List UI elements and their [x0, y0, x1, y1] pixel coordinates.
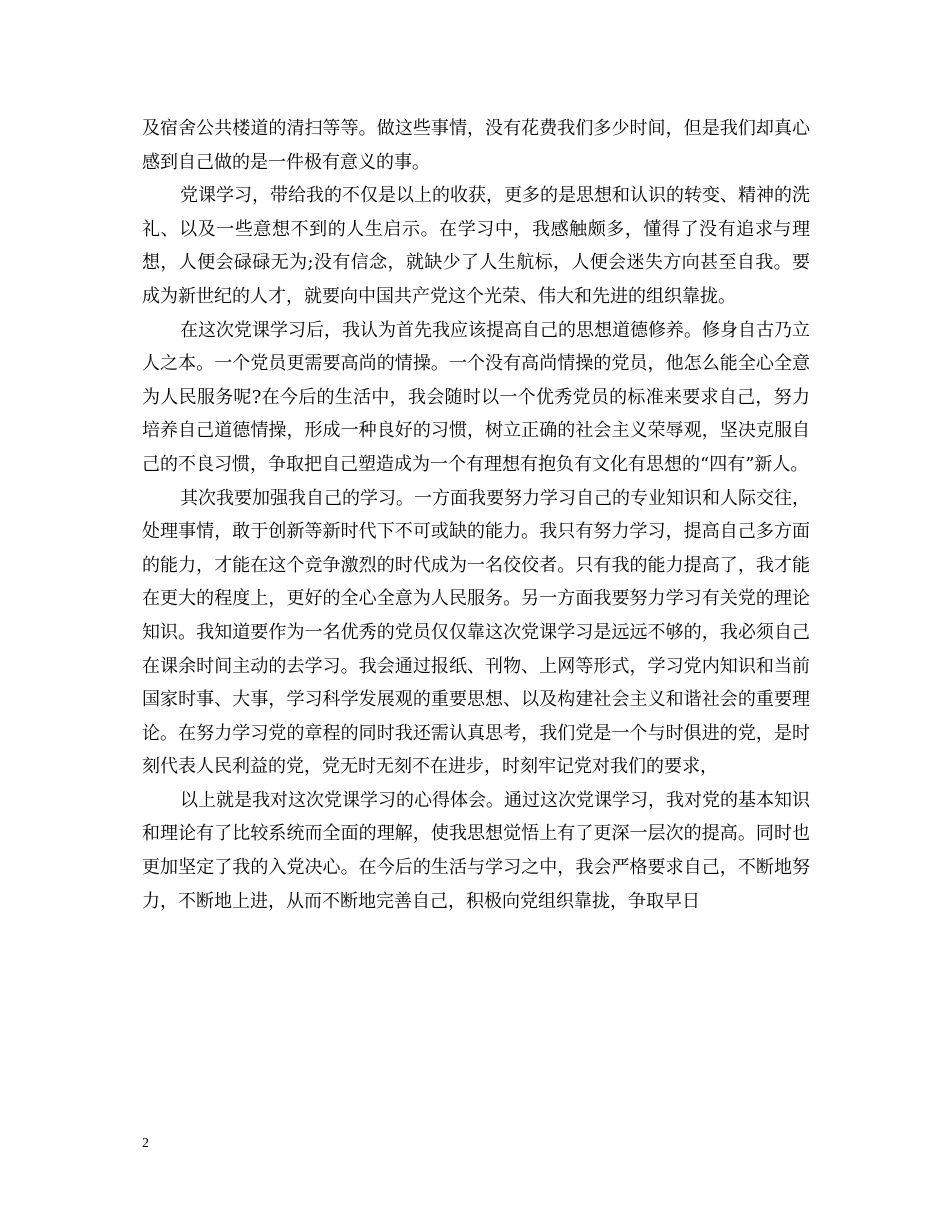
document-body	[142, 112, 810, 918]
paragraph-5: 以上就是我对这次党课学习的心得体会。通过这次党课学习，我对党的基本知识和理论有了比较系统而全面的理解，使我思想觉悟上有了更深一层次的提高。同时也更加坚定了我的入党决心。在今后的生活与学习之中，我会严格要求自己，不断地努力，不断地上进，从而不断地完善自己，积极向党组织靠拢，争取早日	[142, 789, 810, 912]
paragraph-2: 党课学习，带给我的不仅是以上的收获，更多的是思想和认识的转变、精神的洗礼、以及一些意想不到的人生启示。在学习中，我感触颇多，懂得了没有追求与理想，人便会碌碌无为;没有信念，就缺少了人生航标，人便会迷失方向甚至自我。要成为新世纪的人才，就要向中国共产党这个光荣、伟大和先进的组织靠拢。	[142, 185, 810, 307]
paragraph-4: 其次我要加强我自己的学习。一方面我要努力学习自己的专业知识和人际交往，处理事情，敢于创新等新时代下不可或缺的能力。我只有努力学习，提高自己多方面的能力，才能在这个竞争激烈的时代成为一名佼佼者。只有我的能力提高了，我才能在更大的程度上，更好的全心全意为人民服务。另一方面我要努力学习有关党的理论知识。我知道要作为一名优秀的党员仅仅靠这次党课学习是远远不够的，我必须自己在课余时间主动的去学习。我会通过报纸、刊物、上网等形式，学习党内知识和当前国家时事、大事，学习科学发展观的重要思想、以及构建社会主义和谐社会的重要理论。在努力学习党的章程的同时我还需认真思考，我们党是一个与时俱进的党，是时刻代表人民利益的党，党无时无刻不在进步，时刻牢记党对我们的要求，	[142, 487, 810, 778]
paragraph-3: 在这次党课学习后，我认为首先我应该提高自己的思想道德修养。修身自古乃立人之本。一个党员更需要高尚的情操。一个没有高尚情操的党员，他怎么能全心全意为人民服务呢?在今后的生活中，我会随时以一个优秀党员的标准来要求自己，努力培养自己道德情操，形成一种良好的习惯，树立正确的社会主义荣辱观，坚决克服自己的不良习惯，争取把自己塑造成为一个有理想有抱负有文化有思想的“四有”新人。	[142, 319, 810, 475]
paragraph-1: 及宿舍公共楼道的清扫等等。做这些事情，没有花费我们多少时间，但是我们却真心感到自己做的是一件极有意义的事。	[142, 118, 810, 173]
page-number: 2	[142, 1136, 149, 1151]
